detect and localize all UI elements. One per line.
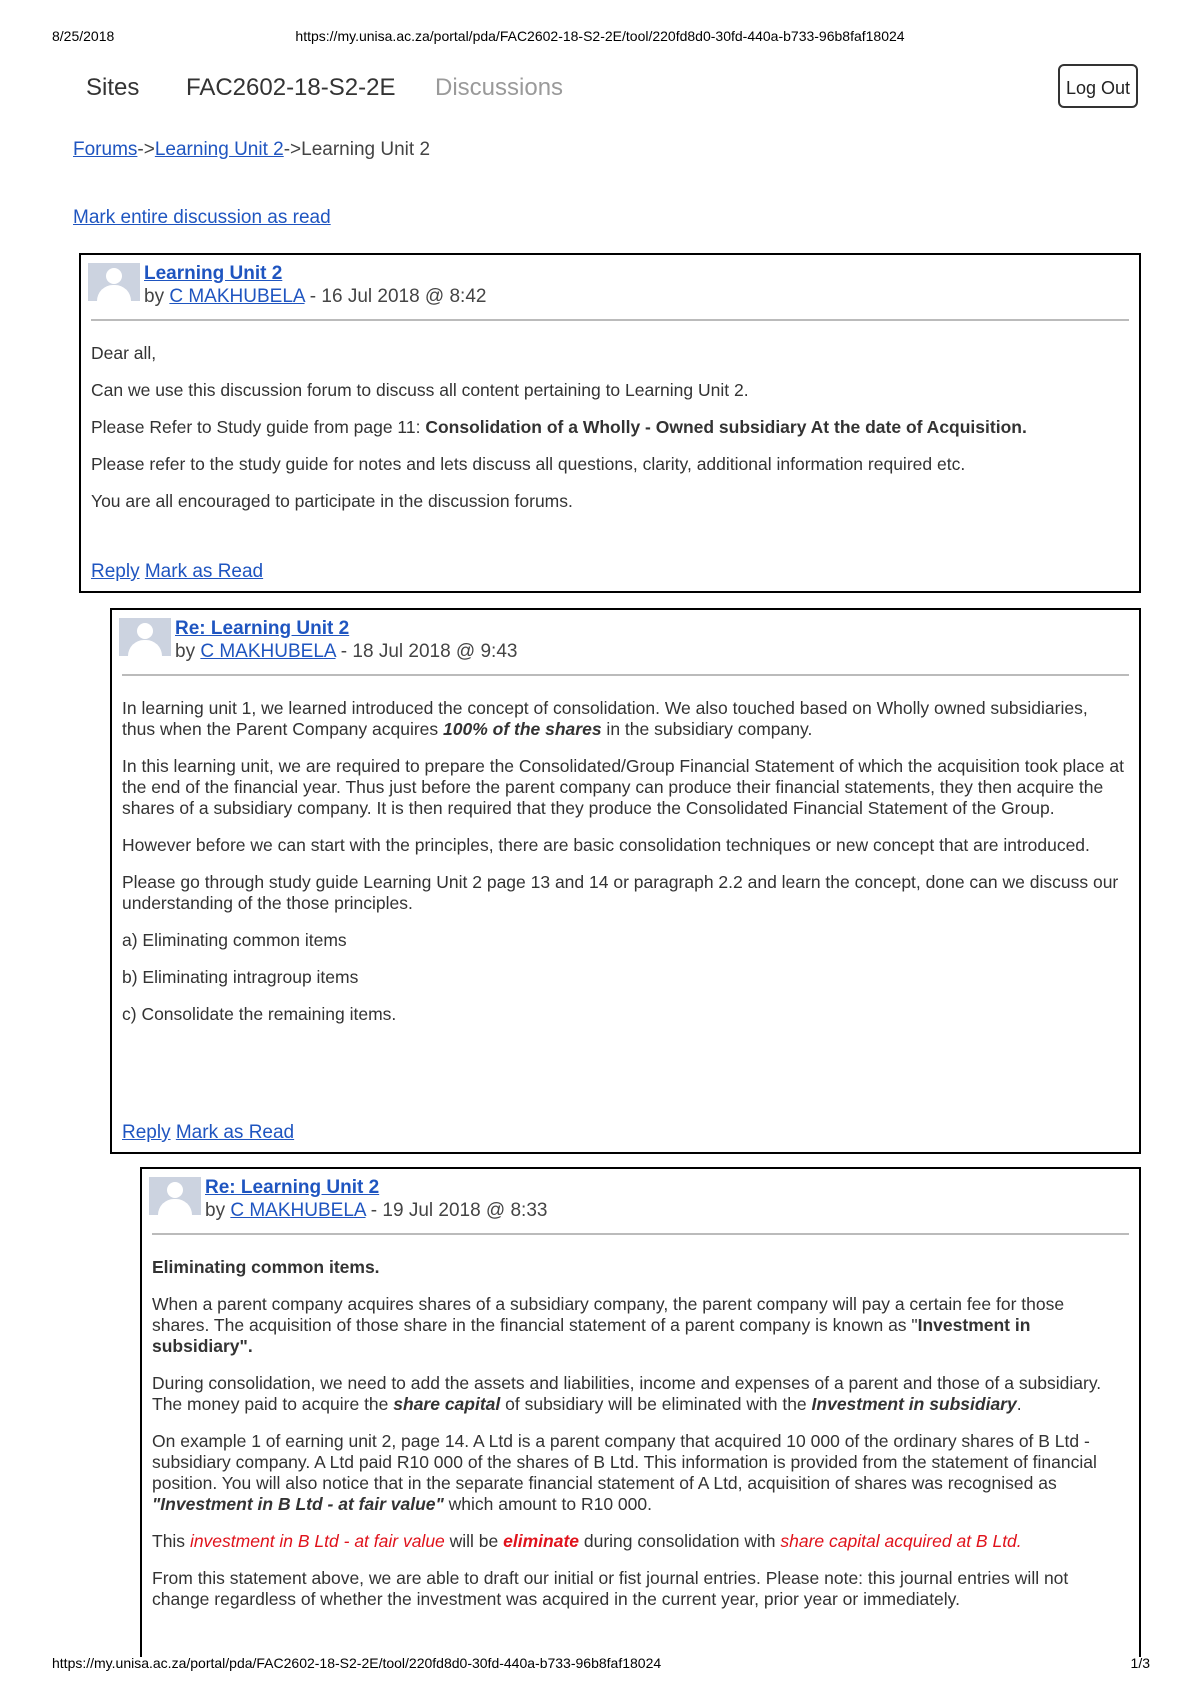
site-title-link[interactable]: FAC2602-18-S2-2E [186,74,396,101]
text-run: In learning unit 1, we learned introduced the concept of consolidation. We also touched based on Wholly owned subsidiaries, thus when the Parent Company acquires [122,698,1088,739]
bold-italic-text: "Investment in B Ltd - at fair value" [152,1494,444,1514]
author-link[interactable]: C MAKHUBELA [169,286,305,307]
message-paragraph [152,1531,1125,1552]
breadcrumb-unit-link[interactable]: Learning Unit 2 [154,139,284,160]
reply-link[interactable]: Reply [122,1122,171,1143]
tool-title: Discussions [435,74,564,101]
mark-as-read-link[interactable]: Mark as Read [144,561,264,582]
byline-label: by [144,286,165,307]
text-run: . [1016,1394,1022,1414]
message-actions [91,561,263,583]
message-date: - 16 Jul 2018 @ 8:42 [304,286,487,307]
bold-italic-text: 100% of the shares [443,719,602,739]
message-body [142,1235,1139,1610]
text-run: in the subsidiary company. [601,719,813,739]
user-avatar-icon [88,263,140,301]
print-date: 8/25/2018 [52,28,115,44]
mark-entire-discussion-read-link[interactable]: Mark entire discussion as read [73,207,331,228]
message-paragraph [91,417,1125,438]
text-run: This [152,1531,190,1551]
message-paragraph [152,1294,1125,1357]
message-byline [205,1200,547,1222]
message-title-link[interactable]: Re: Learning Unit 2 [205,1177,380,1198]
text-run: On example 1 of earning unit 2, page 14. A Ltd is a parent company that acquired 10 000 of the ordinary shares of B Ltd - subsidiary company. A Ltd paid R10 000 of the shares of B Ltd. This information is provided from the statement of financial position. You will also notice that in the separate financial statement of A Ltd, acquisition of shares was recognised as [152,1431,1097,1493]
message-list-item: c) Consolidate the remaining items. [122,1004,397,1024]
message-paragraph: Can we use this discussion forum to discuss all content pertaining to Learning Unit 2. [91,380,749,400]
text-run: Please Refer to Study guide from page 11: [91,417,426,437]
message-paragraph [152,1431,1125,1515]
author-link[interactable]: C MAKHUBELA [200,641,336,662]
message-byline [175,641,517,663]
user-avatar-icon [149,1177,201,1215]
breadcrumb-separator: -> [283,139,302,160]
text-run: during consolidation with [579,1531,781,1551]
message-paragraph: You are all encouraged to participate in the discussion forums. [91,491,573,511]
bold-italic-text: share capital [393,1394,501,1414]
text-run: of subsidiary will be eliminated with the [500,1394,812,1414]
text-run: which amount to R10 000. [443,1494,652,1514]
bold-text: Consolidation of a Wholly - Owned subsidiary At the date of Acquisition. [425,417,1027,437]
message-paragraph: From this statement above, we are able to draft our initial or fist journal entries. Please note: this journal entries will not change regardless of whether the investment was acquired in the current year, prior year or immediately. [152,1568,1069,1609]
bold-text: Eliminating common items. [152,1257,380,1277]
byline-label: by [205,1200,226,1221]
user-avatar-icon [119,618,171,656]
message-paragraph: In this learning unit, we are required to prepare the Consolidated/Group Financial Statement of which the acquisition took place at the end of the financial year. Thus just before the parent company can produce their financial statements, they then acquire the shares of a subsidiary company. It is then required that they produce the Consolidated Financial Statement of the Group. [122,756,1124,818]
text-run: During consolidation, we need to add the assets and liabilities, income and expenses of a parent and those of a subsidiary. The money paid to acquire the [152,1373,1102,1414]
message-header [81,255,1139,311]
message-paragraph: Please go through study guide Learning Unit 2 page 13 and 14 or paragraph 2.2 and learn the concept, done can we discuss our understanding of the those principles. [122,872,1119,913]
message-paragraph [122,698,1125,740]
message-actions [122,1122,294,1144]
bold-text: Investment in subsidiary". [152,1315,1031,1356]
message-heading [152,1257,1125,1278]
top-navigation [0,62,1200,118]
breadcrumb-separator: -> [137,139,155,160]
message-paragraph: However before we can start with the principles, there are basic consolidation techniques or new concept that are introduced. [122,835,1090,855]
message-header [112,610,1139,666]
breadcrumb [73,139,430,161]
red-bold-italic-text: eliminate [503,1531,580,1551]
page-number: 1/3 [1130,1655,1150,1671]
message-card [79,253,1141,593]
reply-link[interactable]: Reply [91,561,140,582]
red-italic-text: investment in B Ltd - at fair value [189,1531,445,1551]
message-paragraph: Please refer to the study guide for notes and lets discuss all questions, clarity, additional information required etc. [91,454,966,474]
message-date: - 19 Jul 2018 @ 8:33 [365,1200,548,1221]
message-card [110,608,1141,1154]
author-link[interactable]: C MAKHUBELA [230,1200,366,1221]
text-run: When a parent company acquires shares of a subsidiary company, the parent company will pay a certain fee for those shares. The acquisition of those share in the financial statement of a parent company is known as " [152,1294,1065,1335]
message-list-item: a) Eliminating common items [122,930,347,950]
message-list-item: b) Eliminating intragroup items [122,967,359,987]
bold-italic-text: Investment in subsidiary [811,1394,1017,1414]
message-header [142,1169,1139,1225]
print-footer-url: https://my.unisa.ac.za/portal/pda/FAC2602-18-S2-2E/tool/220fd8d0-30fd-440a-b733-96b8faf18024 [52,1655,662,1671]
breadcrumb-current: Learning Unit 2 [301,139,431,160]
message-title-link[interactable]: Re: Learning Unit 2 [175,618,350,639]
breadcrumb-forums-link[interactable]: Forums [73,139,138,160]
byline-label: by [175,641,196,662]
message-paragraph [152,1373,1125,1415]
print-url: https://my.unisa.ac.za/portal/pda/FAC2602-18-S2-2E/tool/220fd8d0-30fd-440a-b733-96b8faf18024 [295,28,905,44]
message-card [140,1167,1141,1657]
message-body [112,676,1139,1025]
message-title-link[interactable]: Learning Unit 2 [144,263,283,284]
message-paragraph: Dear all, [91,343,157,363]
mark-as-read-link[interactable]: Mark as Read [175,1122,295,1143]
logout-button[interactable]: Log Out [1058,64,1138,108]
sites-link[interactable]: Sites [86,74,140,101]
red-italic-text: share capital acquired at B Ltd. [780,1531,1022,1551]
message-date: - 18 Jul 2018 @ 9:43 [335,641,518,662]
text-run: will be [444,1531,504,1551]
message-byline [144,286,486,308]
message-body [81,321,1139,512]
